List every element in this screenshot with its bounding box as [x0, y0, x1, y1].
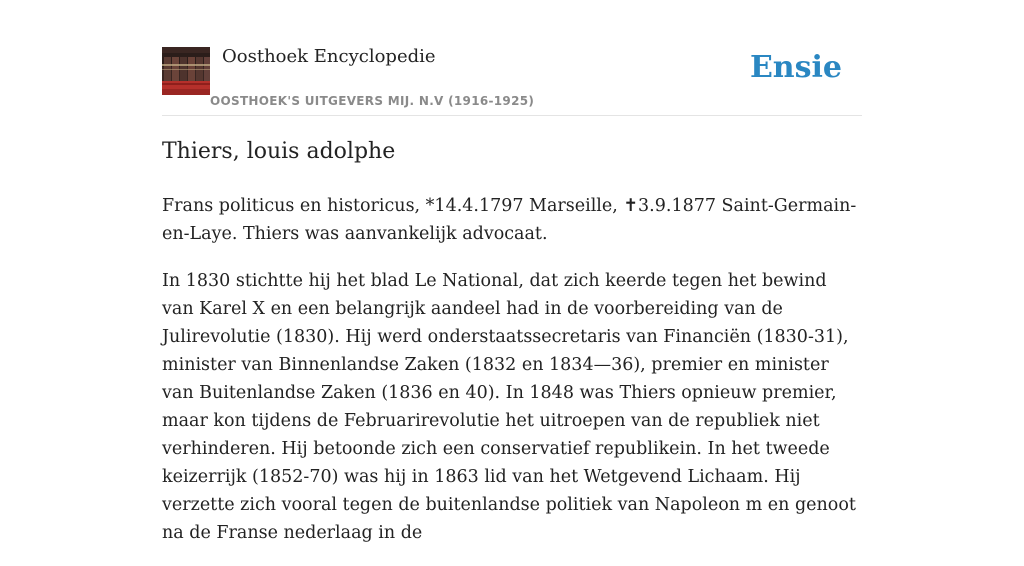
source-name[interactable]: Oosthoek Encyclopedie: [222, 46, 436, 67]
source-avatar[interactable]: [162, 47, 210, 95]
page-title: Thiers, louis adolphe: [162, 139, 396, 164]
source-header: [162, 44, 862, 116]
source-subtitle: OOSTHOEK'S UITGEVERS MIJ. N.V (1916-1925): [210, 94, 535, 108]
encyclopedia-books-icon: [162, 47, 210, 95]
brand-logo[interactable]: Ensie: [749, 50, 842, 85]
article-paragraph: In 1830 stichtte hij het blad Le National, dat zich keerde tegen het bewind van Karel X en een belangrijk aandeel had in de voorbereiding van de Julirevolutie (1830). Hij werd onderstaatssecretaris van Financiën (1830-31), minister van Binnenlandse Zaken (1832 en 1834—36), premier en minister van Buitenlandse Zaken (1836 en 40). In 1848 was Thiers opnieuw premier, maar kon tijdens de Februarirevolutie het uitroepen van de republiek niet verhinderen. Hij betoonde zich een conservatief republikein. In het tweede keizerrijk (1852-70) was hij in 1863 lid van het Wetgevend Lichaam. Hij verzette zich vooral tegen de buitenlandse politiek van Napoleon m en genoot na de Franse nederlaag in de: [162, 271, 856, 543]
article-body: [162, 192, 862, 566]
article-paragraph: Frans politicus en historicus, *14.4.1797 Marseille, ✝3.9.1877 Saint-Germain-en-Laye. Thiers was aanvankelijk advocaat.: [162, 196, 857, 244]
